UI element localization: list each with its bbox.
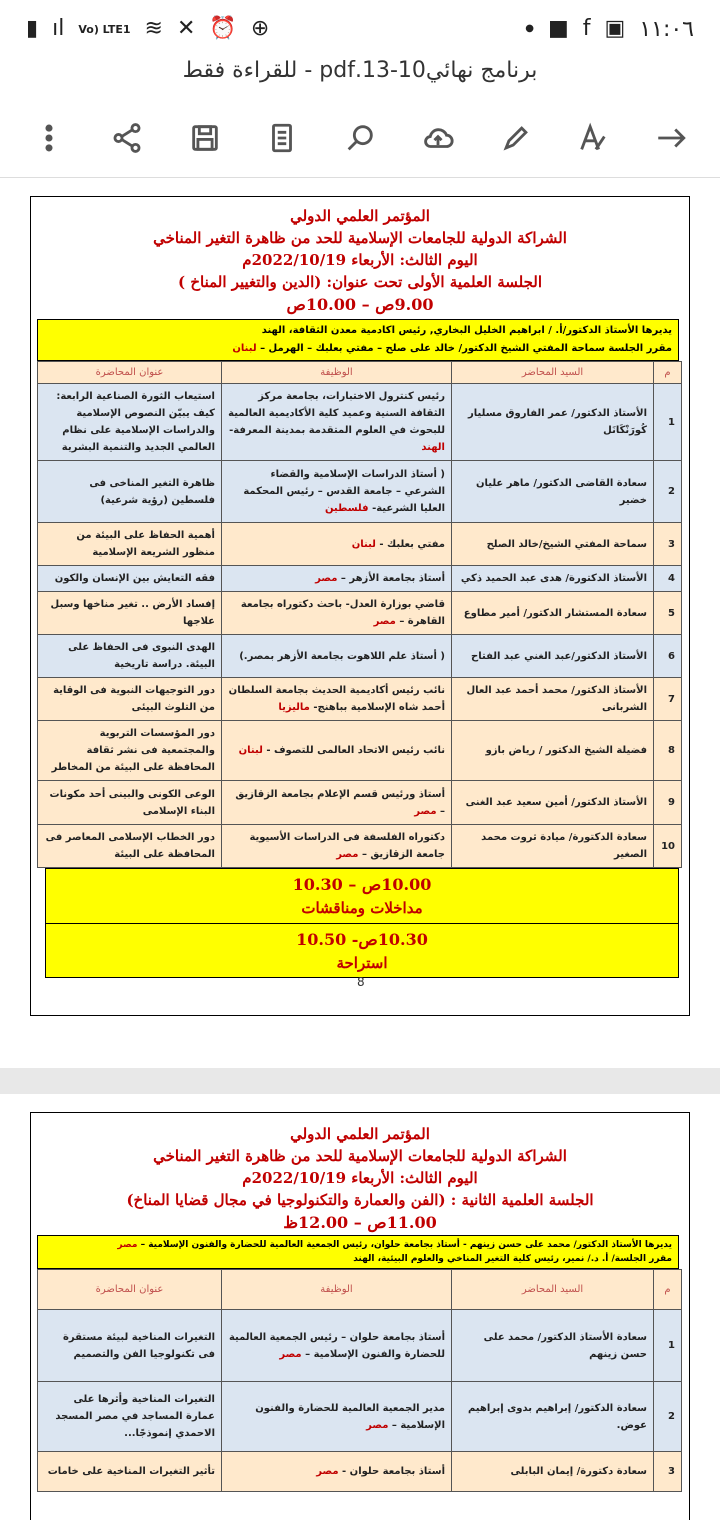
conference-title: المؤتمر العلمي الدولي xyxy=(290,207,430,225)
table-header-row xyxy=(38,1270,682,1310)
page-number: 8 xyxy=(357,975,365,989)
row-title: أهمية الحفاظ على البيئة من منظور الشريعة الإسلامية xyxy=(38,523,222,566)
col-header-title: عنوان المحاضرة xyxy=(38,1270,222,1310)
row-speaker: سعادة الدكتورة/ ميادة ثروت محمد الصغير xyxy=(452,825,654,868)
table-row xyxy=(38,1310,682,1382)
row-job: نائب رئيس الاتحاد العالمى للتصوف - لبنان xyxy=(222,721,452,781)
col-header-num: م xyxy=(654,1270,682,1310)
row-speaker: سعادة المستشار الدكتور/ أمير مطاوع xyxy=(452,592,654,635)
row-job: قاضي بوزارة العدل- باحث دكتوراه بجامعة القاهرة – مصر xyxy=(222,592,452,635)
row-num: 8 xyxy=(654,721,682,781)
moderator-box xyxy=(37,1235,679,1269)
pdf-page-1 xyxy=(0,178,720,1068)
break-label: استراحة xyxy=(336,954,388,972)
row-speaker: سعادة الدكتور/ إبراهيم بدوى إبراهيم عوض. xyxy=(452,1382,654,1452)
break-time: 10.30ص- 10.50 xyxy=(296,930,428,949)
row-speaker: فضيلة الشيخ الدكتور / رياض بازو xyxy=(452,721,654,781)
table-row xyxy=(38,566,682,592)
row-speaker: الأستاذ الدكتور/ عمر الفاروق مسليار كُورَنْكَانَل xyxy=(452,384,654,461)
moderator-country: مصر xyxy=(117,1240,138,1250)
row-num: 7 xyxy=(654,678,682,721)
search-icon[interactable] xyxy=(337,115,383,161)
status-left xyxy=(26,18,269,40)
row-title: استيعاب الثورة الصناعية الرابعة: كيف يبيّن النصوص الإسلامية والدراسات الإسلامية على نظام العالمي الجديد والتنمية البشرية xyxy=(38,384,222,461)
col-header-num: م xyxy=(654,362,682,384)
row-title: التغيرات المناخية وأثرها على عمارة المساجد في مصر المسجد الاحمدي إنموذجًا... xyxy=(38,1382,222,1452)
forward-arrow-icon[interactable] xyxy=(648,115,694,161)
wifi-icon: ≋ xyxy=(144,16,163,41)
row-speaker: سعادة القاضى الدكتور/ ماهر عليان خضير xyxy=(452,461,654,523)
moderator-box xyxy=(37,319,679,361)
status-right xyxy=(525,17,694,42)
cloud-upload-icon[interactable] xyxy=(415,115,461,161)
table-row xyxy=(38,461,682,523)
row-job: أستاذ ورئيس قسم الإعلام بجامعة الزقازيق – مصر xyxy=(222,781,452,825)
rapporteur-text: مقرر الجلسة/ أ. د./ نمير، رئيس كلية التغير المناخي والعلوم البيئية، الهند xyxy=(353,1254,672,1264)
row-speaker: سماحة المفتي الشيخ/خالد الصلح xyxy=(452,523,654,566)
row-num: 4 xyxy=(654,566,682,592)
row-job: أستاذ بجامعة الأزهر – مصر xyxy=(222,566,452,592)
discussion-box xyxy=(45,868,679,924)
row-num: 2 xyxy=(654,1382,682,1452)
row-job: أستاذ بجامعة حلوان - مصر xyxy=(222,1452,452,1492)
row-title: دور التوجيهات النبوية فى الوقاية من التلوث البيئى xyxy=(38,678,222,721)
status-bar xyxy=(0,0,720,58)
session-time: 11.00ص – 12.00ظ xyxy=(283,1213,437,1232)
row-title: الوعى الكونى والبينى أحد مكونات البناء الإسلامى xyxy=(38,781,222,825)
row-job: أستاذ بجامعة حلوان – رئيس الجمعية العالمية للحضارة والفنون الإسلامية – مصر xyxy=(222,1310,452,1382)
alarm-icon: ⏰ xyxy=(209,16,237,41)
row-job: مدير الجمعية العالمية للحضارة والفنون الإسلامية – مصر xyxy=(222,1382,452,1452)
rapporteur-text: مقرر الجلسة سماحة المفتي الشيخ الدكتور/ خالد على صلح – مفتي بعلبك – الهرمل – xyxy=(260,343,672,354)
session-heading: الجلسة العلمية الأولى تحت عنوان: (الدين والتغيير المناخ ) xyxy=(178,273,542,291)
row-speaker: الأستاذ الدكتور/ محمد أحمد عبد العال الشربانى xyxy=(452,678,654,721)
signal-icon: ıl xyxy=(52,16,65,41)
row-job: ( أستاذ الدراسات الإسلامية والقضاء الشرعي – جامعة القدس – رئيس المحكمة العليا الشرعية- فلسطين xyxy=(222,461,452,523)
break-box xyxy=(45,924,679,978)
clock: ١١:٠٦ xyxy=(639,16,694,42)
col-header-job: الوظيفة xyxy=(222,1270,452,1310)
row-job: دكتوراه الفلسفة فى الدراسات الأسيوية جامعة الزقازيق – مصر xyxy=(222,825,452,868)
table-row xyxy=(38,825,682,868)
moderator-text: يديرها الأستاذ الدكتور/ محمد على حسن زينهم - أستاذ بجامعة حلوان، رئيس الجمعية العالمية للحضارة والفنون الإسلامية – xyxy=(140,1240,672,1250)
table-row xyxy=(38,523,682,566)
shield-icon: ⊕ xyxy=(250,16,270,41)
share-icon[interactable] xyxy=(104,115,150,161)
edit-pencil-icon[interactable] xyxy=(493,115,539,161)
table-row xyxy=(38,592,682,635)
table-row xyxy=(38,635,682,678)
table-row xyxy=(38,1452,682,1492)
document-title: برنامج نهائي10-13.pdf - للقراءة فقط xyxy=(0,58,720,98)
col-header-job: الوظيفة xyxy=(222,362,452,384)
row-job: رئيس كنترول الاختبارات، بجامعة مركز الثقافة السنية وعميد كلية الأكاديمية العالمية للبحوث في العلوم المتقدمة بمدينة المعرفة-الهند xyxy=(222,384,452,461)
image-icon: ▣ xyxy=(604,16,626,41)
battery-icon: ▮ xyxy=(26,16,39,41)
table-row xyxy=(38,721,682,781)
document-view-icon[interactable] xyxy=(259,115,305,161)
table-row xyxy=(38,678,682,721)
row-num: 1 xyxy=(654,384,682,461)
pdf-viewer[interactable] xyxy=(0,178,720,1520)
row-title: تأثير التغيرات المناخية على خامات xyxy=(38,1452,222,1492)
annotate-text-icon[interactable] xyxy=(570,115,616,161)
row-title: دور الخطاب الإسلامى المعاصر فى المحافظة على البيئة xyxy=(38,825,222,868)
row-speaker: الأستاذ الدكتورة/ هدى عبد الحميد ذكي xyxy=(452,566,654,592)
row-title: التغيرات المناخية لبيئة مستقرة فى تكنولوجيا الفن والتصميم xyxy=(38,1310,222,1382)
toolbar xyxy=(0,98,720,178)
row-num: 2 xyxy=(654,461,682,523)
page-frame xyxy=(30,1112,690,1520)
row-job: مفتي بعلبك - لبنان xyxy=(222,523,452,566)
rapporteur-country: لبنان xyxy=(232,343,257,354)
row-speaker: الأستاذ الدكتور/ أمين سعيد عبد الغنى xyxy=(452,781,654,825)
row-num: 5 xyxy=(654,592,682,635)
more-options-icon[interactable] xyxy=(26,115,72,161)
schedule-table xyxy=(37,361,682,868)
row-title: فقه التعايش بين الإنسان والكون xyxy=(38,566,222,592)
day-heading: اليوم الثالث: الأربعاء 2022/10/19م xyxy=(242,251,478,269)
table-header-row xyxy=(38,362,682,384)
schedule-table xyxy=(37,1269,682,1492)
mute-icon: ✕ xyxy=(176,16,196,41)
session-heading: الجلسة العلمية الثانية : (الفن والعمارة والتكنولوجيا في مجال قضايا المناخ) xyxy=(126,1191,594,1209)
row-speaker: سعادة الأستاذ الدكتور/ محمد على حسن زينهم xyxy=(452,1310,654,1382)
row-num: 3 xyxy=(654,523,682,566)
row-speaker: الأستاذ الدكتور/عبد الغني عبد الفتاح xyxy=(452,635,654,678)
table-row xyxy=(38,384,682,461)
col-header-title: عنوان المحاضرة xyxy=(38,362,222,384)
conference-subtitle: الشراكة الدولية للجامعات الإسلامية للحد من ظاهرة التغير المناخي xyxy=(153,229,567,247)
row-num: 6 xyxy=(654,635,682,678)
col-header-speaker: السيد المحاضر xyxy=(452,1270,654,1310)
row-job: نائب رئيس أكاديمية الحديث بجامعة السلطان أحمد شاه الإسلامية بباهنج- ماليزيا xyxy=(222,678,452,721)
dot-icon: ● xyxy=(525,23,534,34)
discussion-label: مداخلات ومناقشات xyxy=(301,899,423,917)
table-row xyxy=(38,1382,682,1452)
row-title: إفساد الأرض .. تغير مناخها وسبل علاجها xyxy=(38,592,222,635)
network-label: Vo) LTE1 xyxy=(78,22,131,36)
row-title: دور المؤسسات التربوية والمجتمعية فى نشر ثقافة المحافظة على البيئة من المخاطر xyxy=(38,721,222,781)
session-time: 9.00ص – 10.00ص xyxy=(286,295,434,314)
row-speaker: سعادة دكتورة/ إيمان البابلى xyxy=(452,1452,654,1492)
row-title: ظاهرة التغير المناخى فى فلسطين (رؤية شرعية) xyxy=(38,461,222,523)
row-num: 10 xyxy=(654,825,682,868)
conference-subtitle: الشراكة الدولية للجامعات الإسلامية للحد من ظاهرة التغير المناخي xyxy=(153,1147,567,1165)
facebook-icon: f xyxy=(582,16,591,41)
save-icon[interactable] xyxy=(182,115,228,161)
row-job: ( أستاذ علم اللاهوت بجامعة الأزهر بمصر.) xyxy=(222,635,452,678)
row-num: 3 xyxy=(654,1452,682,1492)
row-num: 9 xyxy=(654,781,682,825)
pdf-page-2 xyxy=(0,1094,720,1520)
row-title: الهدى النبوى فى الحفاظ على البيئة. دراسة تاريخية xyxy=(38,635,222,678)
conference-title: المؤتمر العلمي الدولي xyxy=(290,1125,430,1143)
page-frame xyxy=(30,196,690,1016)
discussion-time: 10.00ص – 10.30 xyxy=(292,875,432,894)
folder-icon: ■ xyxy=(547,16,569,41)
table-row xyxy=(38,781,682,825)
moderator-text: يديرها الأستاذ الدكتور/أ. / ابراهيم الخليل البخاري, رئيس اكادمية معدن الثقافة، الهند xyxy=(261,325,672,336)
col-header-speaker: السيد المحاضر xyxy=(452,362,654,384)
row-num: 1 xyxy=(654,1310,682,1382)
day-heading: اليوم الثالث: الأربعاء 2022/10/19م xyxy=(242,1169,478,1187)
